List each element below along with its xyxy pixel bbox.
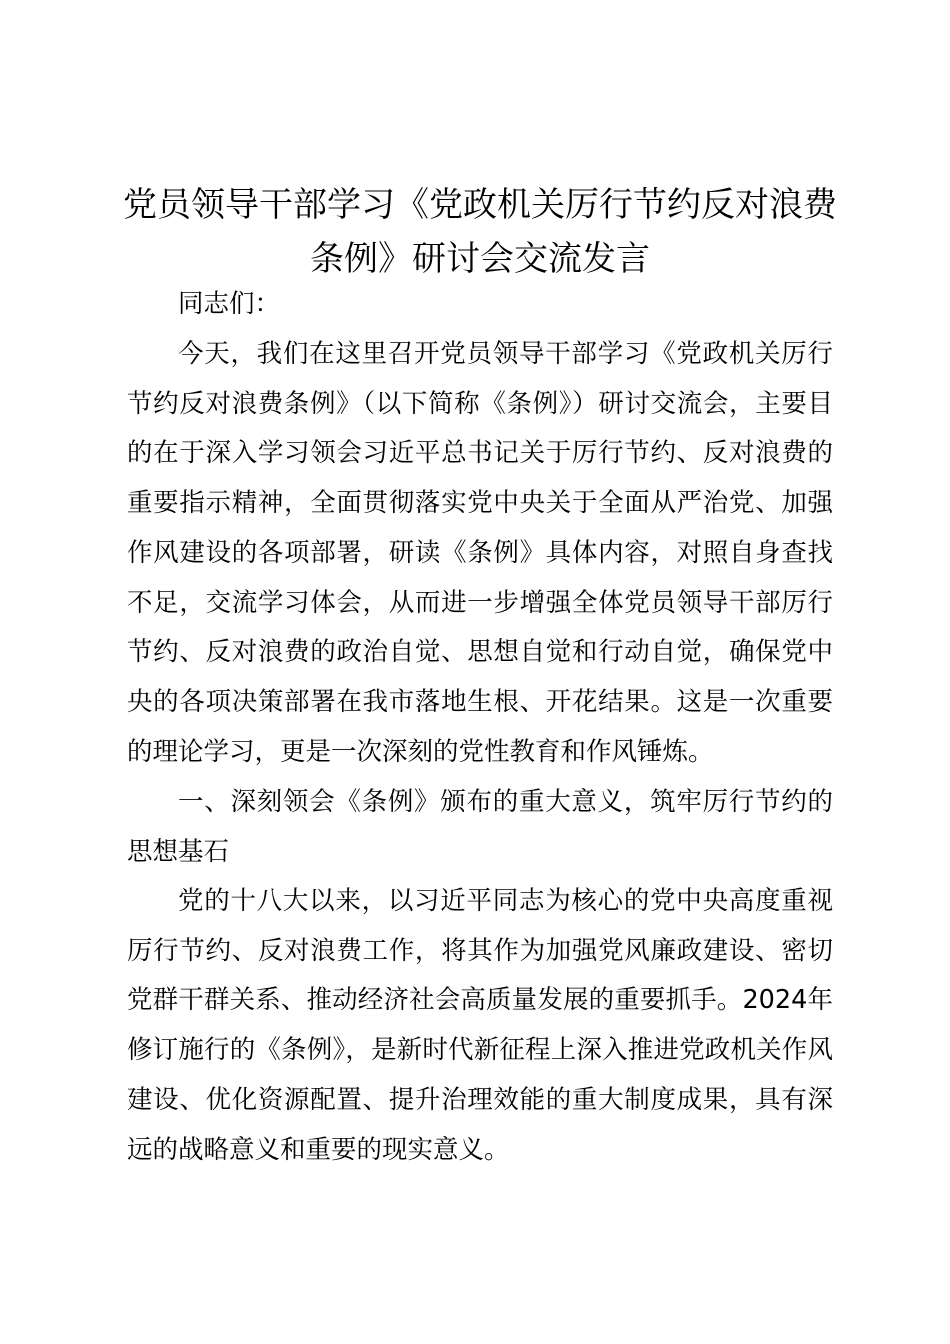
paragraph-intro: 今天，我们在这里召开党员领导干部学习《党政机关厉行节约反对浪费条例》（以下简称《条例》）研讨交流会，主要目的在于深入学习领会习近平总书记关于厉行节约、反对浪费的重要指示精神，全面贯彻落实党中央关于全面从严治党、加强作风建设的各项部署，研读《条例》具体内容，对照自身查找不足，交流学习体会，从而进一步增强全体党员领导干部厉行节约、反对浪费的政治自觉、思想自觉和行动自觉，确保党中央的各项决策部署在我市落地生根、开花结果。这是一次重要的理论学习，更是一次深刻的党性教育和作风锤炼。 bbox=[127, 339, 833, 767]
salutation: 同志们： bbox=[178, 289, 281, 319]
section-heading-1: 一、深刻领会《条例》颁布的重大意义，筑牢厉行节约的思想基石 bbox=[127, 787, 833, 867]
document-title: 党员领导干部学习《党政机关厉行节约反对浪费条例》研讨会交流发言 bbox=[123, 185, 837, 279]
paragraph-section-1: 党的十八大以来，以习近平同志为核心的党中央高度重视厉行节约、反对浪费工作，将其作为加强党风廉政建设、密切党群干群关系、推动经济社会高质量发展的重要抓手。2024年修订施行的《条例》，是新时代新征程上深入推进党政机关作风建设、优化资源配置、提升治理效能的重大制度成果，具有深远的战略意义和重要的现实意义。 bbox=[127, 886, 833, 1165]
